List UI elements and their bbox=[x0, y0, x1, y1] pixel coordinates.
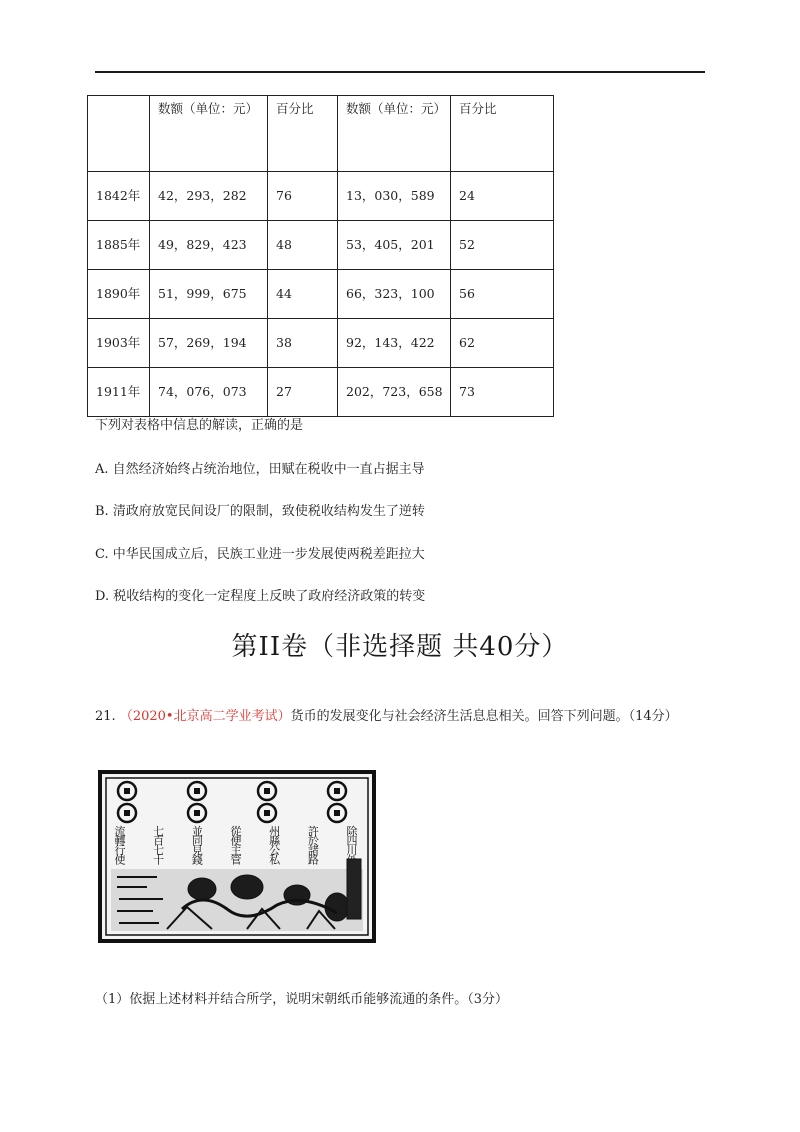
sub-question-1: （1）依据上述材料并结合所学，说明宋朝纸币能够流通的条件。（3分） bbox=[95, 992, 509, 1007]
question-number: 21. bbox=[95, 709, 116, 724]
inscription-char: 公 bbox=[269, 844, 281, 857]
paper-money-image bbox=[97, 769, 377, 944]
inscription-char: 許 bbox=[307, 825, 319, 838]
table-row bbox=[88, 368, 554, 417]
table-header-row bbox=[88, 96, 554, 172]
inscription-char: 於 bbox=[307, 834, 319, 848]
table-cell: 1903年 bbox=[88, 319, 150, 368]
table-cell: 42，293，282 bbox=[150, 172, 268, 221]
inscription-char: 同 bbox=[191, 834, 203, 848]
table-row bbox=[88, 319, 554, 368]
table-cell: 57，269，194 bbox=[150, 319, 268, 368]
option-c: C. 中华民国成立后，民族工业进一步发展使两税差距拉大 bbox=[95, 547, 425, 562]
inscription-char: 七 bbox=[153, 825, 165, 838]
table-cell: 13，030，589 bbox=[338, 172, 451, 221]
coin-hole bbox=[264, 788, 270, 794]
inscription-char: 主 bbox=[230, 844, 242, 857]
inscription-char: 諸 bbox=[307, 844, 319, 857]
table-cell: 73 bbox=[451, 368, 554, 417]
inscription-char: 七 bbox=[153, 844, 165, 857]
coin-hole bbox=[194, 788, 200, 794]
inscription-char: 見 bbox=[191, 844, 203, 857]
table-cell: 49，829，423 bbox=[150, 221, 268, 270]
inscription-char: 便 bbox=[230, 834, 242, 848]
table-cell: 1890年 bbox=[88, 270, 150, 319]
inscription-char: 轉 bbox=[114, 834, 126, 848]
table-cell: 52 bbox=[451, 221, 554, 270]
table-row bbox=[88, 172, 554, 221]
inscription-char: 私 bbox=[269, 853, 281, 867]
section-title: 第II卷（非选择题 共40分） bbox=[231, 632, 569, 662]
inscription-char: 行 bbox=[114, 844, 126, 857]
table-cell: 1911年 bbox=[88, 368, 150, 417]
inscription-char: 十 bbox=[153, 853, 165, 867]
inscription-char: 路 bbox=[307, 853, 319, 867]
table-cell: 44 bbox=[268, 270, 338, 319]
inscription-char: 管 bbox=[230, 853, 242, 867]
table-header-cell: 数额（单位：元） bbox=[150, 96, 268, 172]
table-cell: 1885年 bbox=[88, 221, 150, 270]
option-a: A. 自然经济始终占统治地位，田赋在税收中一直占据主导 bbox=[95, 462, 425, 477]
inscription-char: 流 bbox=[114, 825, 126, 838]
inscription-char: 川 bbox=[346, 844, 358, 857]
table-cell: 62 bbox=[451, 319, 554, 368]
coin-hole bbox=[334, 788, 340, 794]
header-rule bbox=[95, 71, 705, 73]
note-scene bbox=[111, 859, 363, 931]
table-cell: 38 bbox=[268, 319, 338, 368]
inscription-char: 四 bbox=[346, 834, 358, 848]
table-cell: 24 bbox=[451, 172, 554, 221]
option-b: B. 清政府放宽民间设厂的限制，致使税收结构发生了逆转 bbox=[95, 504, 425, 519]
coin-hole bbox=[264, 810, 270, 816]
table-header-cell: 数额（单位：元） bbox=[338, 96, 451, 172]
question-text: 货币的发展变化与社会经济生活息息相关。回答下列问题。（14分） bbox=[290, 709, 678, 724]
table-cell: 66，323，100 bbox=[338, 270, 451, 319]
question-source: （2020•北京高二学业考试） bbox=[119, 709, 291, 724]
coin-hole bbox=[194, 810, 200, 816]
table-cell: 56 bbox=[451, 270, 554, 319]
coin-hole bbox=[334, 810, 340, 816]
table-cell: 53，405，201 bbox=[338, 221, 451, 270]
option-d: D. 税收结构的变化一定程度上反映了政府经济政策的转变 bbox=[95, 589, 426, 604]
table-cell: 1842年 bbox=[88, 172, 150, 221]
coin-hole bbox=[124, 788, 130, 794]
table-cell: 74，076，073 bbox=[150, 368, 268, 417]
inscription-char: 州 bbox=[269, 825, 281, 838]
table-cell: 51，999，675 bbox=[150, 270, 268, 319]
table-cell: 48 bbox=[268, 221, 338, 270]
table-cell: 76 bbox=[268, 172, 338, 221]
inscription-char: 使 bbox=[114, 853, 126, 867]
coin-hole bbox=[124, 810, 130, 816]
inscription-char: 並 bbox=[191, 825, 203, 838]
table-header-cell: 百分比 bbox=[268, 96, 338, 172]
inscription-char: 縣 bbox=[269, 834, 281, 848]
table-cell: 27 bbox=[268, 368, 338, 417]
table-cell: 92，143，422 bbox=[338, 319, 451, 368]
question-21 bbox=[95, 700, 707, 733]
table-row bbox=[88, 270, 554, 319]
inscription-char: 從 bbox=[230, 825, 242, 838]
table-header-cell bbox=[88, 96, 150, 172]
table-cell: 202，723，658 bbox=[338, 368, 451, 417]
inscription-char: 除 bbox=[346, 825, 358, 838]
table-header-cell: 百分比 bbox=[451, 96, 554, 172]
tax-table bbox=[87, 95, 554, 417]
table-row bbox=[88, 221, 554, 270]
inscription-char: 百 bbox=[153, 834, 165, 848]
question-lead: 下列对表格中信息的解读，正确的是 bbox=[95, 418, 304, 433]
inscription-char: 錢 bbox=[191, 853, 203, 867]
